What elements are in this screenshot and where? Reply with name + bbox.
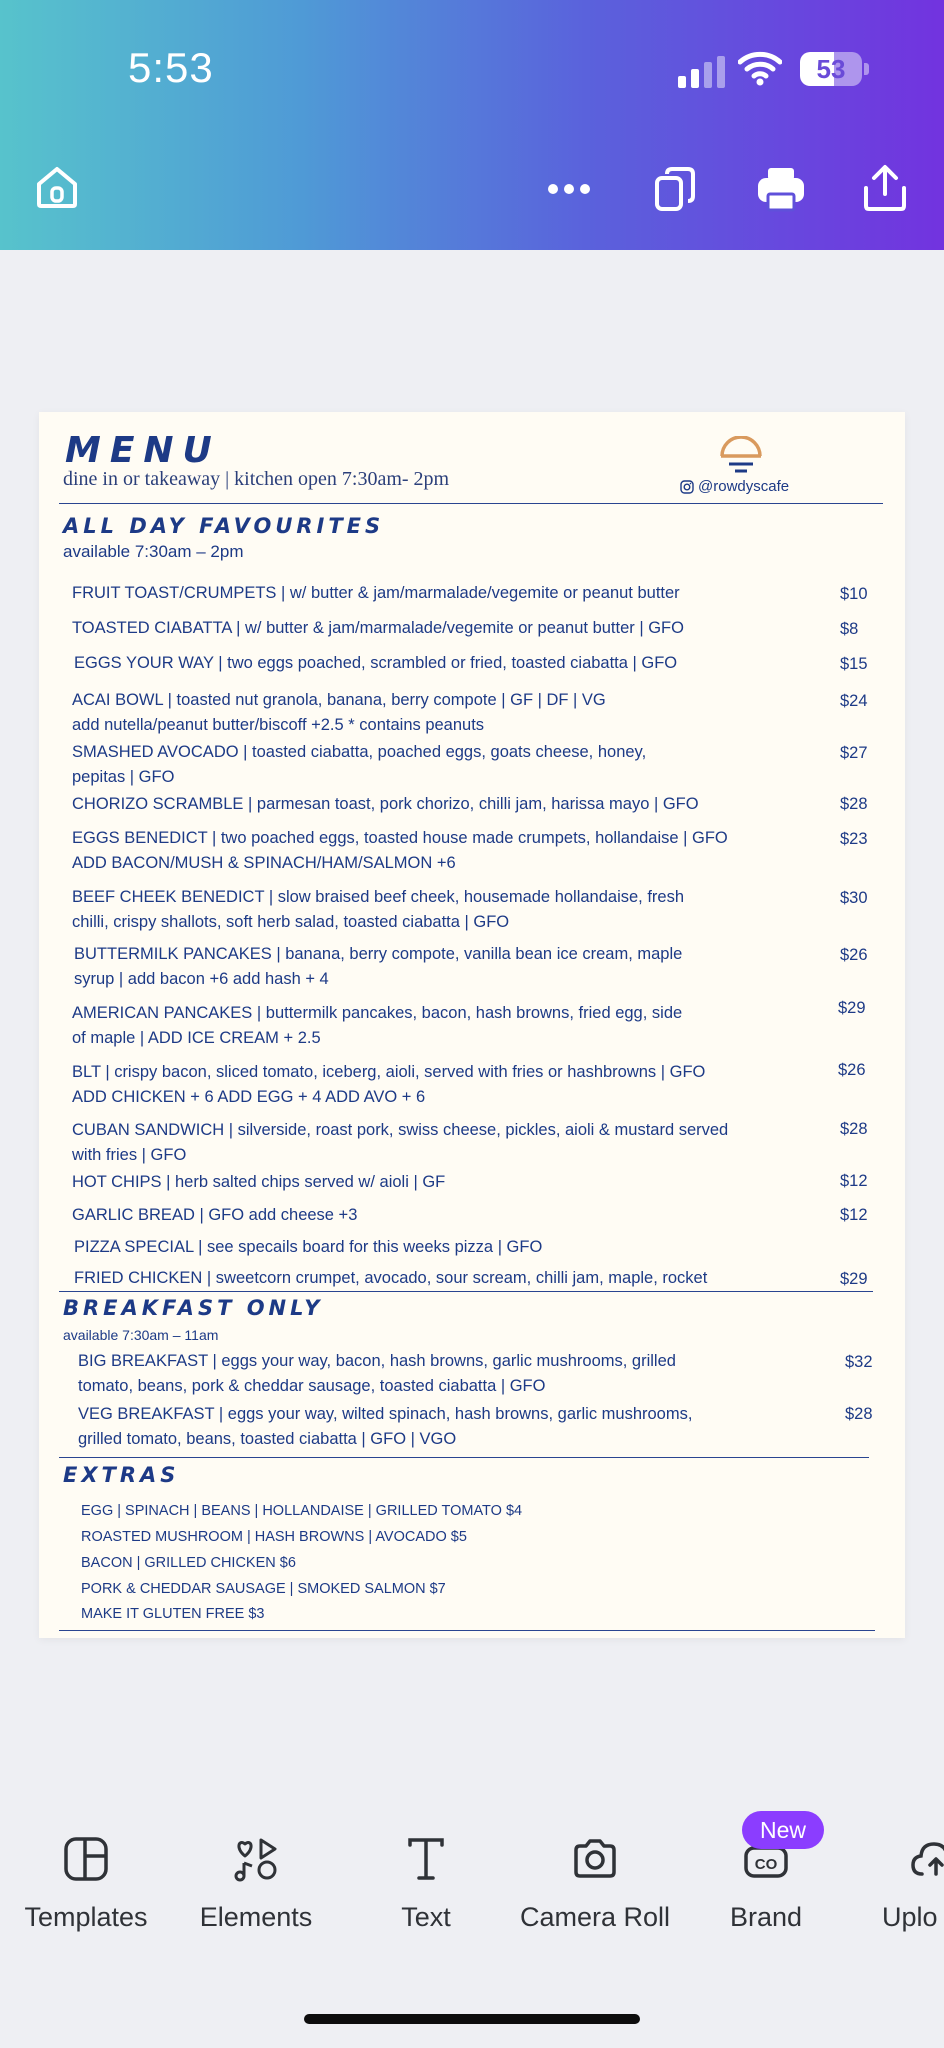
menu-item-detail: pepitas | GFO [72,768,175,786]
instagram-icon [680,480,694,494]
share-icon[interactable] [862,164,908,212]
top-toolbar [0,0,944,250]
menu-item-detail: of maple | ADD ICE CREAM + 2.5 [72,1029,321,1047]
item-price: $32 [845,1353,873,1371]
svg-text:CO: CO [754,1856,778,1873]
breakfast-availability: available 7:30am – 11am [63,1327,219,1343]
section-title-extras: EXTRAS [63,1463,180,1487]
handle-text: @rowdyscafe [698,478,790,495]
menu-item-detail: add nutella/peanut butter/biscoff +2.5 * contains peanuts [72,716,485,734]
templates-icon [63,1836,109,1882]
menu-item-detail: ADD CHICKEN + 6 ADD EGG + 4 ADD AVO + 6 [72,1088,426,1106]
extras-line: ROASTED MUSHROOM | HASH BROWNS | AVOCADO $5 [81,1529,467,1545]
home-indicator[interactable] [304,2014,640,2024]
menu-item-detail: with fries | GFO [72,1146,187,1164]
elements-icon [233,1836,279,1882]
item-price: $29 [840,1270,868,1288]
extras-line: BACON | GRILLED CHICKEN $6 [81,1555,296,1571]
menu-item: BEEF CHEEK BENEDICT | slow braised beef cheek, housemade hollandaise, fresh [72,888,685,906]
item-price: $30 [840,889,868,907]
menu-item-detail: chilli, crispy shallots, soft herb salad, toasted ciabatta | GFO [72,913,510,931]
wifi-icon [738,50,782,86]
toolbar-label: Camera Roll [519,1902,671,1932]
menu-item: CUBAN SANDWICH | silverside, roast pork, swiss cheese, pickles, aioli & mustard served [72,1121,729,1139]
menu-item: FRIED CHICKEN | sweetcorn crumpet, avocado, sour scream, chilli jam, maple, rocket [74,1269,708,1287]
menu-item: EGGS BENEDICT | two poached eggs, toasted house made crumpets, hollandaise | GFO [72,829,728,847]
menu-item: GARLIC BREAD | GFO add cheese +3 [72,1206,358,1224]
item-price: $10 [840,585,868,603]
menu-item: BUTTERMILK PANCAKES | banana, berry compote, vanilla bean ice cream, maple [74,945,683,963]
menu-item: CHORIZO SCRAMBLE | parmesan toast, pork chorizo, chilli jam, harissa mayo | GFO [72,795,699,813]
sun-logo-icon [719,436,763,476]
extras-line: EGG | SPINACH | BEANS | HOLLANDAISE | GRILLED TOMATO $4 [81,1503,523,1519]
item-price: $26 [838,1061,866,1079]
menu-item: SMASHED AVOCADO | toasted ciabatta, poached eggs, goats cheese, honey, [72,743,647,761]
item-price: $12 [840,1172,868,1190]
item-price: $15 [840,655,868,673]
item-price: $29 [838,999,866,1017]
item-price: $28 [840,1120,868,1138]
menu-item-detail: tomato, beans, pork & cheddar sausage, toasted ciabatta | GFO [78,1377,546,1395]
menu-item: EGGS YOUR WAY | two eggs poached, scrambled or fried, toasted ciabatta | GFO [74,654,678,672]
status-time: 5:53 [128,44,214,91]
item-price: $8 [840,620,859,638]
cellular-signal-icon [678,56,726,88]
toolbar-elements[interactable] [186,1836,326,1933]
divider [59,1457,869,1458]
menu-item: ACAI BOWL | toasted nut granola, banana, berry compote | GF | DF | VG [72,691,606,709]
menu-subtitle: dine in or takeaway | kitchen open 7:30am- 2pm [63,468,450,490]
item-price: $26 [840,946,868,964]
item-price: $28 [840,795,868,813]
menu-item-detail: syrup | add bacon +6 add hash + 4 [74,970,329,988]
menu-item: VEG BREAKFAST | eggs your way, wilted spinach, hash browns, garlic mushrooms, [78,1405,693,1423]
all-day-availability: available 7:30am – 2pm [63,542,244,561]
upload-cloud-icon [910,1836,944,1882]
item-price: $12 [840,1206,868,1224]
extras-line: PORK & CHEDDAR SAUSAGE | SMOKED SALMON $7 [81,1581,446,1597]
toolbar-label: Templates [24,1902,148,1932]
instagram-handle [680,478,789,495]
battery-indicator [800,52,862,86]
menu-item: AMERICAN PANCAKES | buttermilk pancakes, bacon, hash browns, fried egg, side [72,1004,683,1022]
divider [59,503,883,504]
toolbar-text[interactable] [366,1836,486,1933]
toolbar-label: Uplo [882,1902,938,1932]
menu-item: TOASTED CIABATTA | w/ butter & jam/marmalade/vegemite or peanut butter | GFO [72,619,684,637]
menu-item: BIG BREAKFAST | eggs your way, bacon, hash browns, garlic mushrooms, grilled [78,1352,676,1370]
extras-line: MAKE IT GLUTEN FREE $3 [81,1606,265,1622]
section-title-all-day: ALL DAY FAVOURITES [63,514,385,538]
more-options-icon[interactable] [546,182,592,196]
new-badge: New [742,1811,824,1849]
home-icon[interactable] [34,164,80,210]
menu-item-detail: grilled tomato, beans, toasted ciabatta | GFO | VGO [78,1430,457,1448]
print-icon[interactable] [756,166,806,212]
menu-item: HOT CHIPS | herb salted chips served w/ aioli | GF [72,1173,446,1191]
menu-title: MENU [65,430,221,471]
menu-item: FRUIT TOAST/CRUMPETS | w/ butter & jam/marmalade/vegemite or peanut butter [72,584,680,602]
divider [59,1291,873,1292]
text-icon [403,1836,449,1882]
section-title-breakfast: BREAKFAST ONLY [63,1296,324,1320]
duplicate-pages-icon[interactable] [654,166,696,212]
camera-icon [572,1836,618,1882]
toolbar-brand[interactable] [708,1836,824,1933]
item-price: $23 [840,830,868,848]
item-price: $24 [840,692,868,710]
battery-tip [864,63,869,75]
item-price: $28 [845,1405,873,1423]
menu-item-detail: ADD BACON/MUSH & SPINACH/HAM/SALMON +6 [72,854,456,872]
toolbar-label: Brand [729,1902,803,1932]
menu-design-canvas[interactable] [39,412,905,1638]
toolbar-templates[interactable] [16,1836,156,1933]
toolbar-camera-roll[interactable] [512,1836,678,1933]
toolbar-label: Text [401,1902,451,1932]
menu-item: BLT | crispy bacon, sliced tomato, iceberg, aioli, served with fries or hashbrowns | GFO [72,1063,706,1081]
toolbar-uploads[interactable] [880,1836,944,1933]
toolbar-label: Elements [199,1902,313,1932]
battery-level: 53 [816,54,846,84]
divider [59,1630,875,1631]
item-price: $27 [840,744,868,762]
menu-item: PIZZA SPECIAL | see specails board for this weeks pizza | GFO [74,1238,543,1256]
